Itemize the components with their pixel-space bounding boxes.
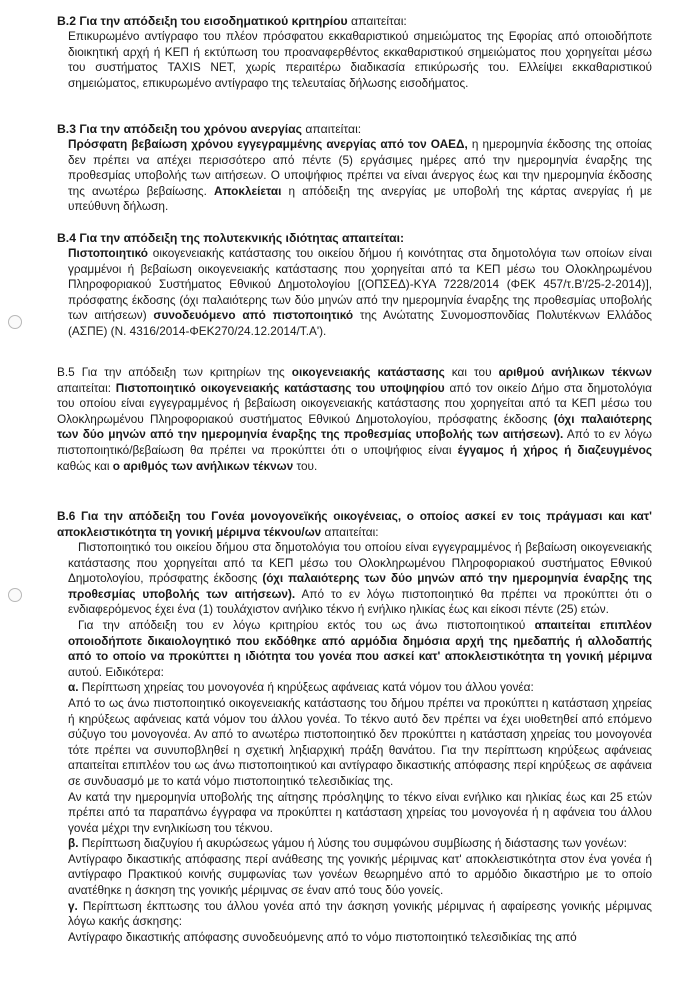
b6-case-a-body-2: Αν κατά την ημερομηνία υποβολής της αίτησης πρόσληψης το τέκνο είναι ενήλικο και ηλικίας έως και 25 ετών πρέπει από τα παραπάνω έγγραφα να προκύπτει η κατάσταση χηρείας του μονογονέα ή η αφάνεια του άλλου γονέα μέχρι την ενηλικίωση του τέκνου. (68, 789, 652, 835)
b6-case-a-body: Από το ως άνω πιστοποιητικό οικογενειακής κατάστασης του δήμου πρέπει να προκύπτει η κατάσταση χηρείας ή κηρύξεως αφάνειας κατά νόμον του άλλου γονέα. Το τέκνο αυτό δεν πρέπει να έχει υιοθετηθεί από επόμενο σύζυγο του μονογονέα. Αν από το ανωτέρω πιστοποιητικό δεν προκύπτει η κατάσταση χηρείας του μονογονέα τότε πρέπει να συνυποβληθεί η σχετική ληξιαρχική πράξη θανάτου. Για την περίπτωση κηρύξεως αφάνειας απαιτείται επιπλέον του ως άνω πιστοποιητικού και αντίγραφο δικαστικής απόφασης περί κηρύξεως σε αφάνεια σε συνδυασμό με το κατά νόμο πιστοποιητικό τελεσιδικίας της. (68, 695, 652, 788)
section-b4-heading: Β.4 Για την απόδειξη της πολυτεκνικής ιδιότητας απαιτείται: (57, 231, 405, 245)
b6-paragraph-1: Πιστοποιητικό του οικείου δήμου στα δημοτολόγια του οποίου είναι εγγεγραμμένος ή βεβαίωση οικογενειακής κατάστασης που χορηγείται από τα ΚΕΠ μέσω του Ολοκληρωμένου Πληροφοριακού συστήματος Εθνικού Δημοτολογίου, πρόσφατης έκδοσης (όχι παλαιότερης των δύο μηνών από την ημερομηνία έναρξης της προθεσμίας υποβολής των αιτήσεων). Από το εν λόγω πιστοποιητικό θα πρέπει να προκύπτει ότι ο ενδιαφερόμενος έχει ένα (1) τουλάχιστον ανήλικο τέκνο ή ενήλικο ηλικίας έως και είκοσι πέντε (25) ετών. (68, 540, 653, 617)
b6-case-b-body: Αντίγραφο δικαστικής απόφασης περί ανάθεσης της γονικής μέριμνας κατ' αποκλειστικότητα στον ένα γονέα ή αντίγραφο Πρακτικού κοινής συμφωνίας των γονέων θεωρημένο από το αρμόδιο δικαστήριο με το οποίο ανατέθηκε η άσκηση της γονικής μέριμνας σε έναν από τους δύο γονείς. (68, 851, 652, 898)
b6-case-c-title: γ. Περίπτωση έκπτωσης του άλλου γονέα από την άσκηση γονικής μέριμνας ή αφαίρεσης γονικής μέριμνας λόγω κακής άσκησης: (68, 898, 652, 929)
b6-case-c-body: Αντίγραφο δικαστικής απόφασης συνοδευόμενης από το νόμο πιστοποιητικό τελεσιδικίας της από (68, 929, 577, 944)
section-b2-heading: Β.2 Για την απόδειξη του εισοδηματικού κριτηρίου απαιτείται: (57, 14, 407, 28)
section-b6-heading: Β.6 Για την απόδειξη του Γονέα μονογονεϊκής οικογένειας, ο οποίος ασκεί εν τοις πράγμασι και κατ' αποκλειστικότητα τη γονική μέριμνα τέκνου/ων απαιτείται: (57, 509, 652, 539)
section-b6-body (68, 540, 652, 945)
section-b4-body: Πιστοποιητικό οικογενειακής κατάστασης του οικείου δήμου ή κοινότητας στα δημοτολόγια των οποίων είναι γραμμένοι ή βεβαίωση οικογενειακής κατάστασης που χορηγείται από τα ΚΕΠ μέσω του Ολοκληρωμένου Πληροφοριακού Συστήματος Εθνικού Δημοτολογίου [(ΟΠΣΕΔ)-ΚΥΑ 7228/2014 (ΦΕΚ 457/τ.Β'/25-2-2014)], πρόσφατης έκδοσης (όχι παλαιότερης των δύο μηνών από την ημερομηνία έναρξης της προθεσμίας υποβολής των αιτήσεων) συνοδευόμενο από πιστοποιητικό της Ανώτατης Συνομοσπονδίας Πολυτέκνων Ελλάδος (ΑΣΠΕ) (Ν. 4316/2014-ΦΕΚ270/24.12.2014/Τ.Α'). (68, 246, 652, 338)
b6-case-b-title: β. Περίπτωση διαζυγίου ή ακυρώσεως γάμου ή λύσης του συμφώνου συμβίωσης ή διάστασης των γονέων: (68, 836, 627, 851)
b6-case-a-title: α. Περίπτωση χηρείας του μονογονέα ή κηρύξεως αφάνειας κατά νόμον του άλλου γονέα: (68, 680, 534, 695)
b6-paragraph-2: Για την απόδειξη του εν λόγω κριτηρίου εκτός του ως άνω πιστοποιητικού απαιτείται επιπλέον οποιοδήποτε δικαιολογητικό που εκδόθηκε από αρμόδια δημόσια αρχή της ημεδαπής ή αλλοδαπής από το οποίο να προκύπτει η ιδιότητα του γονέα που ασκεί κατ' αποκλειστικότητα τη γονική μέριμνα αυτού. Ειδικότερα: (68, 617, 652, 679)
section-b5-body: Β.5 Για την απόδειξη των κριτηρίων της οικογενειακής κατάστασης και του αριθμού ανήλικων τέκνων απαιτείται: Πιστοποιητικό οικογενειακής κατάστασης του υποψηφίου από τον οικείο Δήμο στα δημοτολόγια του οποίου είναι εγγεγραμμένος ή βεβαίωση οικογενειακής κατάστασης που χορηγείται από τα ΚΕΠ μέσω του Ολοκληρωμένου Πληροφοριακού συστήματος Εθνικού Δημοτολογίου, πρόσφατης έκδοσης (όχι παλαιότερης των δύο μηνών από την ημερομηνία έναρξης της προθεσμίας υποβολής των αιτήσεων). Από το εν λόγω πιστοποιητικό/βεβαίωση θα πρέπει να προκύπτει ότι ο υποψήφιος είναι έγγαμος ή χήρος ή διαζευγμένος καθώς και ο αριθμός των ανήλικων τέκνων του. (57, 365, 653, 473)
punch-hole-mark (8, 588, 22, 602)
section-b3-body: Πρόσφατη βεβαίωση χρόνου εγγεγραμμένης ανεργίας από τον ΟΑΕΔ, η ημερομηνία έκδοσης της οποίας δεν πρέπει να απέχει περισσότερο από πέντε (5) εργάσιμες ημέρες από την ημερομηνία έναρξης της προθεσμίας υποβολής των αιτήσεων. Ο υποψήφιος πρέπει να είναι άνεργος έως και την ημερομηνία έκδοσης της ανωτέρω βεβαίωσης. Αποκλείεται η απόδειξη της ανεργίας με υποβολή της κάρτας ανεργίας ή με υπεύθυνη δήλωση. (68, 137, 652, 214)
section-b2-body: Επικυρωμένο αντίγραφο του πλέον πρόσφατου εκκαθαριστικού σημειώματος της Εφορίας από οποιοδήποτε διοικητική αρχή ή ΚΕΠ ή εκτύπωση του προαναφερθέντος εκκαθαριστικού σημειώματος που χορηγείται μέσω του συστήματος TAXIS NET, χωρίς περαιτέρω διαδικασία επικύρωσής του. Ελλείψει εκκαθαριστικού σημειώματος, επικυρωμένο αντίγραφο της τελευταίας δήλωσης εισοδήματος. (68, 29, 652, 90)
section-b3-heading: Β.3 Για την απόδειξη του χρόνου ανεργίας απαιτείται: (57, 122, 362, 136)
punch-hole-mark (8, 315, 22, 329)
